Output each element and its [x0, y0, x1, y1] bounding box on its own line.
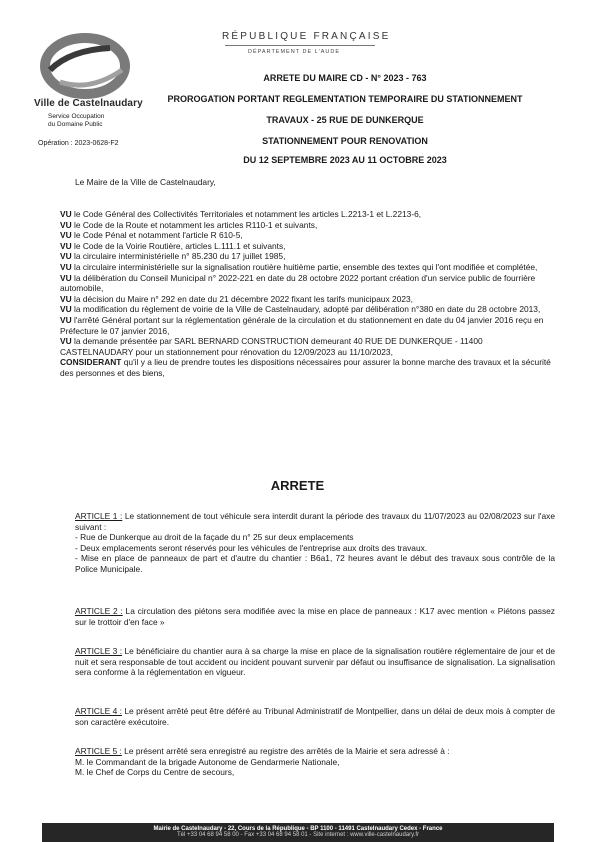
consideration-text: le Code de la Route et notamment les articles R110-1 et suivants, — [71, 219, 318, 230]
consideration-item — [60, 304, 555, 315]
decree-purpose: STATIONNEMENT POUR RENOVATION — [262, 136, 428, 146]
consideration-item — [60, 273, 555, 294]
consideration-text: l'arrêté Général portant sur la réglementation générale de la circulation et du stationnement en date du 04 janvier 2016 reçu en Préfecture le 07 janvier 2016, — [60, 314, 544, 336]
consideration-item — [60, 262, 555, 273]
service-line-1: Service Occupation — [48, 113, 105, 120]
article-1-heading: ARTICLE 1 : — [75, 511, 123, 521]
article-5-heading: ARTICLE 5 : — [75, 746, 122, 756]
article-4 — [75, 706, 555, 727]
department-heading: DÉPARTEMENT DE L'AUDE — [248, 49, 341, 55]
article-1-bullet: - Mise en place de panneaux de part et d'autre du chantier : B6a1, 72 heures avant le début des travaux sous contrôle de la Police Municipale. — [75, 553, 555, 574]
city-logo — [40, 30, 130, 100]
consideration-lead: VU — [60, 304, 72, 315]
consideration-text: le Code Pénal et notamment l'article R 610-5, — [71, 230, 243, 241]
consideration-text: la décision du Maire n° 292 en date du 21 décembre 2022 fixant les tarifs municipaux 2023, — [71, 293, 413, 304]
consideration-text: la délibération du Conseil Municipal n° 2022-221 en date du 28 octobre 2022 portant création d'un service public de fourrière automobile, — [60, 272, 536, 294]
article-5 — [75, 746, 555, 778]
consideration-item — [60, 209, 555, 220]
article-2 — [75, 606, 555, 627]
article-1 — [75, 511, 555, 575]
consideration-lead: VU — [60, 240, 72, 251]
consideration-lead: VU — [60, 336, 72, 347]
consideration-lead: VU — [60, 251, 72, 262]
header-divider — [225, 45, 375, 46]
consideration-item — [60, 315, 555, 336]
consideration-text: le Code de la Voirie Routière, articles L.111.1 et suivants, — [71, 240, 286, 251]
consideration-lead: CONSIDERANT — [60, 357, 122, 368]
consideration-item — [60, 294, 555, 305]
decree-heading: ARRETE — [270, 478, 325, 493]
consideration-text: la modification du règlement de voirie de la Ville de Castelnaudary, adopté par délibération n°380 en date du 28 octobre 2013, — [71, 304, 541, 315]
footer-address: Mairie de Castelnaudary - 22, Cours de la République - BP 1100 - 11491 Castelnaudary Cedex - France — [153, 826, 443, 832]
article-1-bullet: - Deux emplacements seront réservés pour les véhicules de l'entreprise aux droits des travaux. — [75, 542, 428, 553]
article-1-bullet: - Rue de Dunkerque au droit de la façade du n° 25 sur deux emplacements — [75, 532, 354, 543]
operation-number: Opération : 2023-0628-F2 — [38, 140, 119, 147]
consideration-item — [60, 251, 555, 262]
consideration-text: la circulaire interministérielle n° 85.230 du 17 juillet 1985, — [71, 251, 286, 262]
consideration-item — [60, 241, 555, 252]
consideration-lead: VU — [60, 230, 72, 241]
consideration-text: qu'il y a lieu de prendre toutes les dispositions nécessaires pour assurer la bonne marche des travaux et la sécurité des personnes et des biens, — [60, 357, 551, 378]
consideration-lead: VU — [60, 293, 72, 304]
article-1-text: Le stationnement de tout véhicule sera interdit durant la période des travaux du 11/07/2023 au 02/08/2023 sur l'axe suivant : — [75, 511, 556, 532]
intro-line: Le Maire de la Ville de Castelnaudary, — [75, 177, 216, 187]
decree-number: ARRETE DU MAIRE CD - N° 2023 - 763 — [263, 73, 427, 83]
consideration-item — [60, 230, 555, 241]
article-3 — [75, 646, 555, 678]
consideration-lead: VU — [60, 314, 72, 325]
article-3-heading: ARTICLE 3 : — [75, 646, 123, 656]
service-line-2: du Domaine Public — [48, 121, 103, 128]
footer-contact: Tél +33 04 68 94 58 00 - Fax +33 04 68 94 58 01 - Site internet : www.ville-castelnaudary.fr — [176, 832, 420, 838]
consideration-lead: VU — [60, 219, 72, 230]
consideration-lead: VU — [60, 209, 72, 219]
page-footer — [42, 823, 554, 842]
decree-works: TRAVAUX - 25 RUE DE DUNKERQUE — [266, 115, 424, 125]
republic-heading: RÉPUBLIQUE FRANÇAISE — [222, 31, 391, 42]
decree-period: DU 12 SEPTEMBRE 2023 AU 11 OCTOBRE 2023 — [243, 155, 447, 165]
article-2-heading: ARTICLE 2 : — [75, 606, 123, 616]
consideration-text: le Code Général des Collectivités Territoriales et notamment les articles L.2213-1 et L.2213-6, — [71, 209, 422, 219]
considerations-list — [60, 209, 555, 379]
consideration-item — [60, 220, 555, 231]
consideration-lead: VU — [60, 272, 72, 283]
consideration-lead: VU — [60, 261, 72, 272]
article-5-text: Le présent arrêté sera enregistré au registre des arrêtés de la Mairie et sera adressé à : — [121, 746, 450, 756]
consideration-text: la circulaire interministérielle sur la signalisation routière huitième partie, ensemble des textes qui l'ont modifiée et complétée, — [71, 261, 538, 272]
consideration-item — [60, 357, 555, 378]
article-4-heading: ARTICLE 4 : — [75, 706, 122, 716]
article-2-text: La circulation des piétons sera modifiée avec la mise en place de panneaux : K17 avec mention « Piétons passez sur le trottoir d'en face » — [75, 606, 555, 627]
consideration-item — [60, 336, 555, 357]
consideration-text: la demande présentée par SARL BERNARD CONSTRUCTION demeurant 40 RUE DE DUNKERQUE - 11400 CASTELNAUDARY pour un stationnement pour rénovation du 12/09/2023 au 11/10/2023, — [60, 336, 483, 357]
city-name: Ville de Castelnaudary — [34, 98, 143, 109]
decree-subject: PROROGATION PORTANT REGLEMENTATION TEMPORAIRE DU STATIONNEMENT — [167, 94, 523, 104]
recipient-line: M. le Chef de Corps du Centre de secours, — [75, 767, 235, 778]
article-3-text: Le bénéficiaire du chantier aura à sa charge la mise en place de la signalisation routière réglementaire de jour et de nuit et sera responsable de tout accident ou incident pouvant survenir par défaut ou insuffisance de signalisation. La signalisation sera conforme à la réglementation en vigueur. — [75, 646, 555, 678]
article-4-text: Le présent arrêté peut être déféré au Tribunal Administratif de Montpellier, dans un délai de deux mois à compter de son caractère exécutoire. — [75, 706, 555, 727]
recipient-line: M. le Commandant de la brigade Autonome de Gendarmerie Nationale, — [75, 756, 340, 767]
